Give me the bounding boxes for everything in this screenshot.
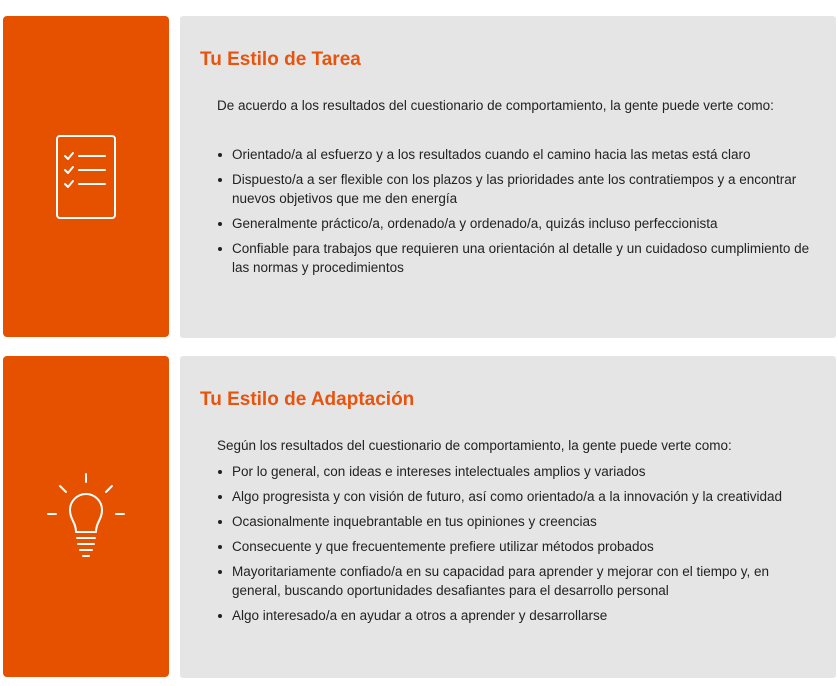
- adaptation-style-title: Tu Estilo de Adaptación: [200, 389, 415, 410]
- list-item: Confiable para trabajos que requieren una orientación al detalle y un cuidadoso cumplimiento de las normas y procedimientos: [232, 239, 817, 277]
- adaptation-style-content-panel: [180, 356, 836, 678]
- task-style-list: [232, 145, 817, 283]
- list-item: Algo interesado/a en ayudar a otros a aprender y desarrollarse: [232, 606, 817, 625]
- list-item: Algo progresista y con visión de futuro, así como orientado/a a la innovación y la creatividad: [232, 487, 817, 506]
- adaptation-style-list: [232, 462, 817, 631]
- task-style-content-panel: [180, 16, 836, 338]
- task-style-intro: De acuerdo a los resultados del cuestionario de comportamiento, la gente puede verte como:: [217, 98, 774, 113]
- list-item: Dispuesto/a a ser flexible con los plazos y las prioridades ante los contratiempos y a encontrar nuevos objetivos que me den energía: [232, 170, 817, 208]
- list-item: Mayoritariamente confiado/a en su capacidad para aprender y mejorar con el tiempo y, en general, buscando oportunidades desafiantes para el desarrollo personal: [232, 562, 817, 600]
- list-item: Generalmente práctico/a, ordenado/a y ordenado/a, quizás incluso perfeccionista: [232, 214, 817, 233]
- task-style-icon-panel: [3, 16, 169, 337]
- checklist-icon: [51, 132, 121, 222]
- lightbulb-icon: [44, 472, 128, 562]
- list-item: Por lo general, con ideas e intereses intelectuales amplios y variados: [232, 462, 817, 481]
- adaptation-style-intro: Según los resultados del cuestionario de comportamiento, la gente puede verte como:: [217, 438, 732, 453]
- task-style-title: Tu Estilo de Tarea: [200, 49, 361, 70]
- list-item: Orientado/a al esfuerzo y a los resultados cuando el camino hacia las metas está claro: [232, 145, 817, 164]
- list-item: Ocasionalmente inquebrantable en tus opiniones y creencias: [232, 512, 817, 531]
- adaptation-style-icon-panel: [3, 356, 169, 677]
- list-item: Consecuente y que frecuentemente prefiere utilizar métodos probados: [232, 537, 817, 556]
